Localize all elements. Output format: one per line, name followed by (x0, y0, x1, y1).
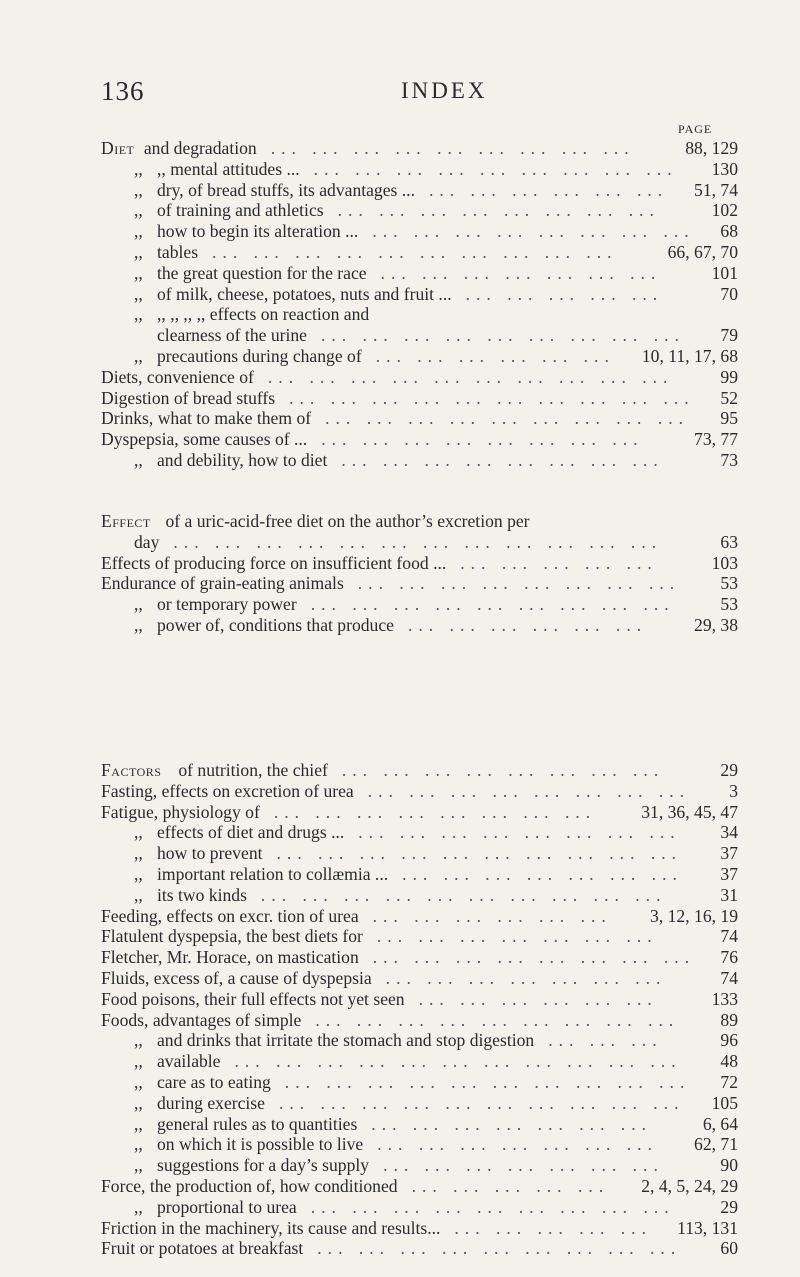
entry-pages: 37 (720, 843, 738, 864)
leader-dots: ... ... ... ... ... ... ... ... ... ... (260, 884, 667, 905)
index-entry (0, 200, 800, 221)
leader-dots: ... ... ... ... ... ... ... (371, 1113, 653, 1134)
index-entry (0, 1238, 800, 1259)
entry-text: Fruit or potatoes at breakfast (101, 1238, 304, 1259)
entry-pages: 103 (711, 552, 738, 573)
entry-text: effects of diet and drugs ... (157, 822, 345, 843)
entry-pages: 89 (720, 1009, 738, 1030)
leader-dots: ... ... ... ... ... ... (407, 614, 648, 635)
entry-pages: 72 (720, 1071, 738, 1092)
entry-text: Fasting, effects on excretion of urea (101, 780, 354, 801)
index-entry (0, 802, 800, 823)
entry-pages: 6, 64 (702, 1113, 738, 1134)
leader-dots: ... ... ... (548, 1030, 663, 1051)
index-entry (0, 263, 800, 284)
ditto-mark: ,, (134, 449, 143, 470)
index-entry (0, 388, 800, 409)
ditto-mark: ,, (134, 241, 143, 262)
index-entry (0, 1051, 800, 1072)
leader-dots: ... ... ... ... ... ... ... (377, 1134, 658, 1155)
entry-text: or temporary power (157, 594, 297, 615)
entry-pages: 31 (720, 884, 738, 905)
leader-dots: ... ... ... ... ... ... ... ... ... ... (278, 1092, 685, 1113)
leader-dots: ... ... ... ... ... ... ... ... ... ... ... (234, 1051, 682, 1072)
ditto-mark: ,, (134, 221, 143, 242)
leader-dots: ... ... ... ... ... ... ... ... (341, 449, 664, 470)
entry-pages: 62, 71 (694, 1134, 738, 1155)
entry-pages: 74 (720, 967, 738, 988)
entry-pages: 88, 129 (685, 138, 738, 158)
leader-dots: ... ... ... ... ... ... (375, 345, 615, 366)
entry-pages: 76 (720, 947, 738, 968)
leader-dots: ... ... ... ... ... ... ... ... ... (310, 1196, 675, 1217)
index-entry (0, 926, 800, 947)
leader-dots: ... ... ... ... ... ... ... (402, 863, 683, 884)
index-entry (0, 304, 800, 325)
entry-pages: 105 (711, 1092, 738, 1113)
entry-text: available (157, 1051, 221, 1072)
index-entry (0, 843, 800, 864)
ditto-mark: ,, (134, 304, 143, 325)
index-entry (0, 511, 800, 532)
index-entry (0, 594, 800, 615)
entry-text: general rules as to quantities (157, 1113, 358, 1134)
ditto-mark: ,, (134, 594, 143, 615)
ditto-mark: ,, (134, 1113, 143, 1134)
leader-dots: ... ... ... ... ... ... (372, 905, 612, 926)
leader-dots: ... ... ... ... ... ... ... ... (273, 801, 597, 822)
leader-dots: ... ... ... ... ... ... ... ... ... ... ... ... (173, 531, 663, 552)
index-entry (0, 989, 800, 1010)
entry-text: the great question for the race (157, 262, 367, 283)
entry-pages: 96 (720, 1030, 738, 1051)
index-entry (0, 906, 800, 927)
entry-pages: 37 (720, 863, 738, 884)
entry-text: precautions during change of (157, 345, 362, 366)
entry-text: and drinks that irritate the stomach and stop digestion (157, 1030, 535, 1051)
entry-pages: 99 (720, 366, 738, 387)
leader-dots: ... ... ... ... ... ... ... ... (367, 780, 691, 801)
leader-dots: ... ... ... ... ... (411, 1175, 610, 1196)
index-entry (0, 864, 800, 885)
entry-text: clearness of the urine (157, 325, 307, 346)
ditto-mark: ,, (134, 158, 143, 179)
entry-text: day (134, 531, 160, 552)
ditto-mark: ,, (134, 200, 143, 221)
ditto-mark: ,, (134, 863, 143, 884)
leader-dots: ... ... ... ... ... ... ... ... ... ... (284, 1071, 691, 1092)
entry-text: and debility, how to diet (157, 449, 328, 470)
leader-dots: ... ... ... ... ... ... ... (385, 967, 667, 988)
ditto-mark: ,, (134, 1155, 143, 1176)
leader-dots: ... ... ... ... ... ... ... ... ... ... (267, 366, 674, 387)
entry-pages: 31, 36, 45, 47 (641, 801, 738, 822)
entry-text: its two kinds (157, 884, 247, 905)
index-entry (0, 947, 800, 968)
index-entry (0, 325, 800, 346)
leader-dots: ... ... ... ... ... ... ... ... (357, 573, 681, 594)
index-entry (0, 159, 800, 180)
entry-text: on which it is possible to live (157, 1134, 364, 1155)
ditto-mark: ,, (134, 822, 143, 843)
entry-text: suggestions for a day’s supply (157, 1155, 370, 1176)
page-number: 136 (101, 76, 145, 106)
index-entry (0, 573, 800, 594)
entry-text: Force, the production of, how conditioned (101, 1175, 398, 1196)
entry-text: how to begin its alteration ... (157, 221, 359, 242)
index-entry (0, 1218, 800, 1239)
index-entry (0, 1093, 800, 1114)
leader-dots: ... ... ... ... ... ... ... ... ... (310, 594, 675, 615)
entry-text: power of, conditions that produce (157, 614, 394, 635)
leader-dots: ... ... ... ... ... ... ... ... (341, 760, 665, 780)
index-section-effect (0, 511, 800, 636)
index-entry (0, 450, 800, 471)
entry-text: during exercise (157, 1092, 265, 1113)
index-entry (0, 180, 800, 201)
ditto-mark: ,, (134, 179, 143, 200)
ditto-mark: ,, (134, 843, 143, 864)
leader-dots: ... ... ... ... ... ... ... ... ... ... (289, 387, 695, 408)
leader-dots: ... ... ... ... ... ... (428, 179, 669, 200)
leader-dots: ... ... ... ... ... ... ... ... (358, 822, 681, 843)
entry-text: Digestion of bread stuffs (101, 387, 276, 408)
entry-text: Diets, convenience of (101, 366, 254, 387)
entry-text: Flatulent dyspepsia, the best diets for (101, 926, 363, 947)
entry-pages: 101 (711, 262, 738, 283)
leader-dots: ... ... ... ... ... ... ... ... (321, 429, 644, 450)
leader-dots: ... ... ... ... ... ... ... ... ... ... (212, 241, 618, 262)
ditto-mark: ,, (134, 1134, 143, 1155)
leader-dots: ... ... ... ... ... ... ... ... ... (317, 1238, 682, 1259)
ditto-mark: ,, (134, 345, 143, 366)
entry-pages: 133 (711, 988, 738, 1009)
leader-dots: ... ... ... ... ... (460, 552, 658, 573)
index-entry (0, 1010, 800, 1031)
entry-text: Effects of producing force on insufficient food ... (101, 552, 447, 573)
index-entry (0, 284, 800, 305)
leader-dots: ... ... ... ... ... (454, 1217, 652, 1238)
entry-text: Feeding, effects on excr. tion of urea (101, 905, 359, 926)
entry-pages: 48 (720, 1051, 738, 1072)
index-entry (0, 968, 800, 989)
entry-text: ,, ,, ,, ,, effects on reaction and (157, 304, 370, 325)
leader-dots: ... ... ... ... ... ... ... ... (372, 947, 696, 968)
entry-pages: 73 (720, 449, 738, 470)
entry-pages: 79 (720, 325, 738, 346)
entry-pages: 34 (720, 822, 738, 843)
entry-pages: 3, 12, 16, 19 (650, 905, 738, 926)
entry-text: proportional to urea (157, 1196, 297, 1217)
index-entry (0, 1134, 800, 1155)
entry-pages: 53 (720, 594, 738, 615)
entry-text: important relation to collæmia ... (157, 863, 389, 884)
page-title: INDEX (401, 78, 488, 103)
index-entry (0, 221, 800, 242)
entry-text: care as to eating (157, 1071, 271, 1092)
entry-pages: 70 (720, 283, 738, 304)
entry-text: Foods, advantages of simple (101, 1009, 302, 1030)
entry-text: ,, mental attitudes ... (157, 158, 300, 179)
ditto-mark: ,, (134, 884, 143, 905)
entry-text: dry, of bread stuffs, its advantages ... (157, 179, 415, 200)
entry-text: Friction in the machinery, its cause and results... (101, 1217, 441, 1238)
index-entry (0, 1176, 800, 1197)
entry-pages: 29 (720, 1196, 738, 1217)
entry-text: of a uric-acid-free diet on the author’s excretion per (165, 511, 530, 531)
index-entry (0, 1197, 800, 1218)
index-entry (0, 1072, 800, 1093)
entry-text: Endurance of grain-eating animals (101, 573, 344, 594)
index-entry (0, 885, 800, 906)
ditto-mark: ,, (134, 262, 143, 283)
leader-dots: ... ... ... ... ... ... ... ... (337, 200, 660, 221)
entry-text: Food poisons, their full effects not yet seen (101, 988, 405, 1009)
index-entry (0, 1155, 800, 1176)
ditto-mark: ,, (134, 1030, 143, 1051)
ditto-mark: ,, (134, 1196, 143, 1217)
entry-text: of nutrition, the chief (178, 760, 328, 780)
leader-dots: ... ... ... ... ... ... ... ... ... (320, 325, 685, 346)
entry-pages: 51, 74 (694, 179, 738, 200)
entry-text: of training and athletics (157, 200, 324, 221)
entry-text: Fatigue, physiology of (101, 801, 260, 822)
ditto-mark: ,, (134, 1071, 143, 1092)
index-entry (0, 408, 800, 429)
leader-dots: ... ... ... ... ... ... ... (380, 262, 662, 283)
ditto-mark: ,, (134, 614, 143, 635)
leader-dots: ... ... ... ... ... ... ... ... ... (313, 158, 678, 179)
ditto-mark: ,, (134, 1092, 143, 1113)
page-header (0, 76, 800, 110)
leader-dots: ... ... ... ... ... ... ... ... ... ... (276, 843, 683, 864)
index-entry (0, 429, 800, 450)
index-entry (0, 822, 800, 843)
index-entry (0, 138, 800, 159)
entry-pages: 53 (720, 573, 738, 594)
leader-dots: ... ... ... ... ... (465, 283, 664, 304)
entry-pages: 10, 11, 17, 68 (641, 345, 738, 366)
entry-pages: 68 (720, 221, 738, 242)
ditto-mark: ,, (134, 283, 143, 304)
entry-pages: 52 (720, 387, 738, 408)
leader-dots: ... ... ... ... ... ... ... ... ... (315, 1009, 680, 1030)
index-entry (0, 1114, 800, 1135)
entry-text: how to prevent (157, 843, 263, 864)
entry-pages: 113, 131 (677, 1217, 738, 1238)
entry-pages: 66, 67, 70 (667, 241, 738, 262)
index-section-diet (0, 138, 800, 471)
index-entry (0, 1030, 800, 1051)
entry-text: Dyspepsia, some causes of ... (101, 429, 308, 450)
entry-text: Drinks, what to make them of (101, 408, 312, 429)
entry-text: Fletcher, Mr. Horace, on mastication (101, 947, 359, 968)
leader-dots: ... ... ... ... ... ... ... ... (372, 221, 695, 242)
index-entry (0, 760, 800, 781)
entry-text: and degradation (143, 138, 257, 158)
index-entry (0, 367, 800, 388)
index-entry (0, 532, 800, 553)
index-section-factors (0, 760, 800, 1259)
index-entry (0, 615, 800, 636)
entry-pages: 60 (720, 1238, 738, 1259)
ditto-mark: ,, (134, 1051, 143, 1072)
entry-pages: 29 (720, 760, 738, 780)
leader-dots: ... ... ... ... ... ... (418, 988, 658, 1009)
index-entry (0, 346, 800, 367)
entry-text: Fluids, excess of, a cause of dyspepsia (101, 967, 372, 988)
entry-heading: Diet (101, 138, 135, 158)
entry-text: tables (157, 241, 199, 262)
entry-pages: 3 (729, 780, 738, 801)
entry-heading: Factors (101, 760, 162, 780)
entry-pages: 63 (720, 531, 738, 552)
entry-pages: 29, 38 (694, 614, 738, 635)
entry-pages: 2, 4, 5, 24, 29 (641, 1175, 738, 1196)
entry-pages: 130 (711, 158, 738, 179)
entry-pages: 74 (720, 926, 738, 947)
leader-dots: ... ... ... ... ... ... ... ... ... (270, 138, 635, 158)
entry-pages: 102 (711, 200, 738, 221)
leader-dots: ... ... ... ... ... ... ... ... ... (325, 408, 690, 429)
index-entry (0, 781, 800, 802)
index-entry (0, 242, 800, 263)
leader-dots: ... ... ... ... ... ... ... (376, 926, 658, 947)
entry-heading: Effect (101, 511, 151, 531)
entry-text: of milk, cheese, potatoes, nuts and fruit ... (157, 283, 452, 304)
page-column-label: PAGE (678, 122, 713, 136)
entry-pages: 90 (720, 1155, 738, 1176)
entry-pages: 95 (720, 408, 738, 429)
leader-dots: ... ... ... ... ... ... ... (383, 1155, 664, 1176)
entry-pages: 73, 77 (694, 429, 738, 450)
index-entry (0, 553, 800, 574)
